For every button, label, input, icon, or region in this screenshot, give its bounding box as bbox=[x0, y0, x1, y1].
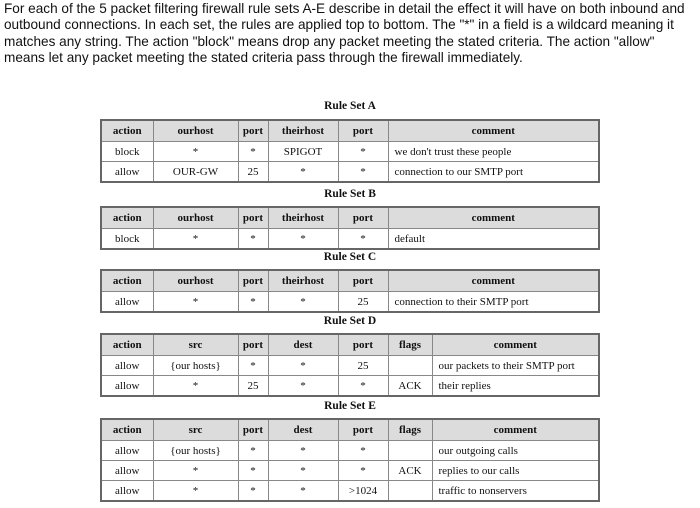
cell-action: allow bbox=[101, 162, 153, 183]
cell-src: * bbox=[153, 461, 238, 481]
rule-set-a-table bbox=[100, 119, 600, 183]
cell-theirhost: * bbox=[268, 229, 338, 250]
header-port: port bbox=[338, 120, 388, 142]
header-comment: comment bbox=[432, 334, 599, 356]
cell-src: * bbox=[153, 376, 238, 397]
header-port: port bbox=[338, 419, 388, 441]
header-flags: flags bbox=[388, 334, 432, 356]
rule-set-e-table bbox=[100, 418, 600, 502]
header-theirhost: theirhost bbox=[268, 270, 338, 292]
cell-comment: replies to our calls bbox=[432, 461, 599, 481]
header-row bbox=[101, 207, 599, 229]
header-comment: comment bbox=[388, 207, 599, 229]
table-row bbox=[101, 142, 599, 162]
cell-port: * bbox=[238, 292, 268, 313]
rule-set-c-table bbox=[100, 269, 600, 313]
cell-port: * bbox=[238, 142, 268, 162]
cell-ourhost: OUR-GW bbox=[153, 162, 238, 183]
table-row bbox=[101, 481, 599, 502]
cell-flags bbox=[388, 481, 432, 502]
rule-set-d-table bbox=[100, 333, 600, 397]
cell-dest: * bbox=[268, 461, 338, 481]
header-src: src bbox=[153, 334, 238, 356]
cell-action: allow bbox=[101, 461, 153, 481]
header-port: port bbox=[238, 270, 268, 292]
header-ourhost: ourhost bbox=[153, 120, 238, 142]
cell-port: * bbox=[338, 461, 388, 481]
cell-port: 25 bbox=[338, 356, 388, 376]
header-port: port bbox=[338, 334, 388, 356]
cell-flags bbox=[388, 356, 432, 376]
cell-comment: traffic to nonservers bbox=[432, 481, 599, 502]
cell-action: allow bbox=[101, 441, 153, 461]
cell-port: * bbox=[338, 162, 388, 183]
header-row bbox=[101, 334, 599, 356]
cell-action: block bbox=[101, 142, 153, 162]
header-flags: flags bbox=[388, 419, 432, 441]
cell-port: * bbox=[238, 441, 268, 461]
cell-action: allow bbox=[101, 481, 153, 502]
cell-action: allow bbox=[101, 292, 153, 313]
cell-ourhost: * bbox=[153, 292, 238, 313]
cell-flags bbox=[388, 441, 432, 461]
cell-flags: ACK bbox=[388, 461, 432, 481]
cell-theirhost: SPIGOT bbox=[268, 142, 338, 162]
table-row bbox=[101, 461, 599, 481]
cell-flags: ACK bbox=[388, 376, 432, 397]
header-port: port bbox=[238, 120, 268, 142]
header-ourhost: ourhost bbox=[153, 207, 238, 229]
cell-comment: connection to our SMTP port bbox=[388, 162, 599, 183]
header-theirhost: theirhost bbox=[268, 120, 338, 142]
header-port: port bbox=[238, 419, 268, 441]
header-action: action bbox=[101, 334, 153, 356]
cell-src: {our hosts} bbox=[153, 356, 238, 376]
rule-set-b-table bbox=[100, 206, 600, 250]
table-row bbox=[101, 292, 599, 313]
cell-port: * bbox=[238, 481, 268, 502]
cell-port: * bbox=[238, 356, 268, 376]
header-dest: dest bbox=[268, 419, 338, 441]
cell-port: 25 bbox=[338, 292, 388, 313]
cell-port: 25 bbox=[238, 162, 268, 183]
cell-port: * bbox=[338, 142, 388, 162]
cell-dest: * bbox=[268, 441, 338, 461]
rule-set-c-title: Rule Set C bbox=[323, 251, 377, 263]
cell-comment: connection to their SMTP port bbox=[388, 292, 599, 313]
cell-action: block bbox=[101, 229, 153, 250]
table-row bbox=[101, 229, 599, 250]
header-theirhost: theirhost bbox=[268, 207, 338, 229]
rule-set-e-title: Rule Set E bbox=[324, 400, 376, 412]
table-row bbox=[101, 356, 599, 376]
cell-port: * bbox=[238, 461, 268, 481]
header-dest: dest bbox=[268, 334, 338, 356]
instructions-paragraph: For each of the 5 packet filtering firewall rule sets A-E describe in detail the effect it will have on both inbound and outbound connections. In each set, the rules are applied top to bottom. The "*" in a field is a wildcard meaning it matches any string. The action "block" means drop any packet meeting the stated criteria. The action "allow" means let any packet meeting the stated criteria pass through the firewall immediately. bbox=[4, 1, 685, 66]
header-port: port bbox=[338, 270, 388, 292]
cell-src: {our hosts} bbox=[153, 441, 238, 461]
header-action: action bbox=[101, 207, 153, 229]
cell-port: * bbox=[238, 229, 268, 250]
header-ourhost: ourhost bbox=[153, 270, 238, 292]
table-row bbox=[101, 376, 599, 397]
header-action: action bbox=[101, 270, 153, 292]
header-row bbox=[101, 419, 599, 441]
header-src: src bbox=[153, 419, 238, 441]
table-row bbox=[101, 441, 599, 461]
cell-src: * bbox=[153, 481, 238, 502]
cell-port: >1024 bbox=[338, 481, 388, 502]
cell-port: * bbox=[338, 441, 388, 461]
cell-ourhost: * bbox=[153, 142, 238, 162]
header-row bbox=[101, 270, 599, 292]
cell-comment: default bbox=[388, 229, 599, 250]
cell-dest: * bbox=[268, 481, 338, 502]
rule-set-d-title: Rule Set D bbox=[323, 315, 377, 327]
cell-dest: * bbox=[268, 356, 338, 376]
cell-port: 25 bbox=[238, 376, 268, 397]
cell-comment: we don't trust these people bbox=[388, 142, 599, 162]
cell-comment: our outgoing calls bbox=[432, 441, 599, 461]
header-port: port bbox=[238, 334, 268, 356]
cell-action: allow bbox=[101, 356, 153, 376]
header-row bbox=[101, 120, 599, 142]
table-row bbox=[101, 162, 599, 183]
rule-set-a-title: Rule Set A bbox=[324, 100, 376, 112]
cell-theirhost: * bbox=[268, 162, 338, 183]
cell-dest: * bbox=[268, 376, 338, 397]
cell-port: * bbox=[338, 229, 388, 250]
header-action: action bbox=[101, 419, 153, 441]
header-action: action bbox=[101, 120, 153, 142]
cell-port: * bbox=[338, 376, 388, 397]
cell-theirhost: * bbox=[268, 292, 338, 313]
header-port: port bbox=[338, 207, 388, 229]
header-comment: comment bbox=[388, 120, 599, 142]
header-comment: comment bbox=[388, 270, 599, 292]
rule-set-b-title: Rule Set B bbox=[324, 188, 376, 200]
header-port: port bbox=[238, 207, 268, 229]
cell-comment: their replies bbox=[432, 376, 599, 397]
cell-ourhost: * bbox=[153, 229, 238, 250]
header-comment: comment bbox=[432, 419, 599, 441]
cell-comment: our packets to their SMTP port bbox=[432, 356, 599, 376]
cell-action: allow bbox=[101, 376, 153, 397]
